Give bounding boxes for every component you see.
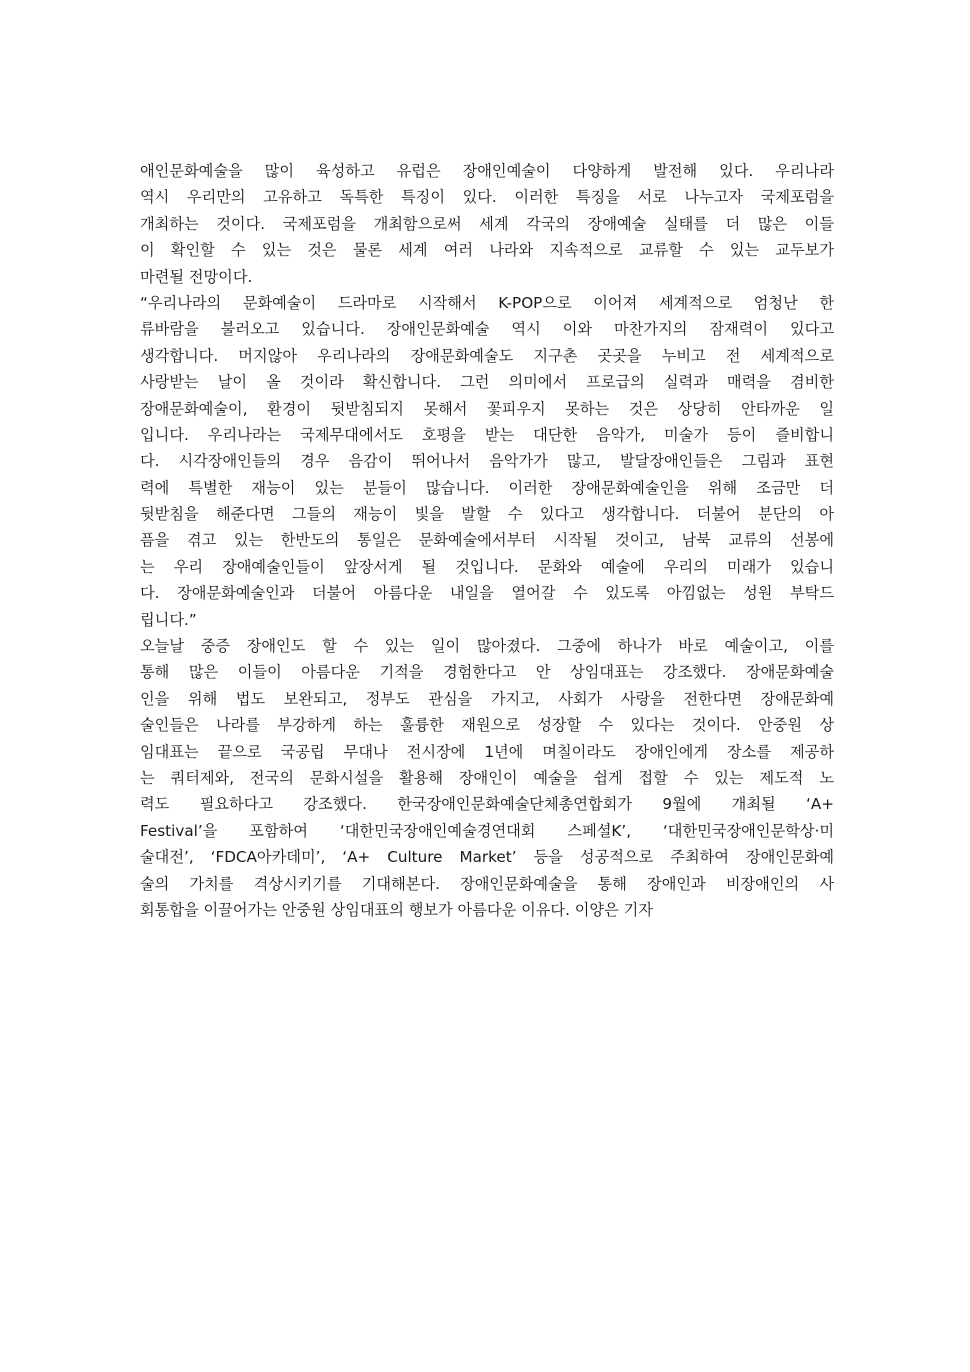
text-line: 장애문화예술이, 환경이 뒷받침되지 못해서 꽃피우지 못하는 것은 상당히 안타까운 일 (140, 399, 834, 418)
text-line: 사랑받는 날이 올 것이라 확신합니다. 그런 의미에서 프로급의 실력과 매력을 겸비한 (140, 373, 834, 392)
text-line: 뒷받침을 해준다면 그들의 재능이 빛을 발할 수 있다고 생각합니다. 더불어 분단의 아 (140, 505, 834, 524)
text-line: 술의 가치를 격상시키기를 기대해본다. 장애인문화예술을 통해 장애인과 비장애인의 사 (140, 874, 834, 893)
paragraph-2-quote (140, 290, 834, 633)
text-line: 술대전’, ‘FDCA아카데미’, ‘A+ Culture Market’ 등을 성공적으로 주최하여 장애인문화예 (140, 848, 834, 867)
text-line: 임대표는 끝으로 국공립 무대나 전시장에 1년에 며칠이라도 장애인에게 장소를 제공하 (140, 742, 834, 761)
text-line: 력도 필요하다고 강조했다. 한국장애인문화예술단체총연합회가 9월에 개최될 ‘A+ (140, 795, 834, 814)
text-line: 다. 장애문화예술인과 더불어 아름다운 내일을 열어갈 수 있도록 아낌없는 성원 부탁드 (140, 584, 834, 603)
text-line: 마련될 전망이다. (140, 267, 253, 286)
text-line: 력에 특별한 재능이 있는 분들이 많습니다. 이러한 장애문화예술인을 위해 조금만 더 (140, 478, 834, 497)
text-line: 픔을 겪고 있는 한반도의 통일은 문화예술에서부터 시작될 것이고, 남북 교류의 선봉에 (140, 531, 834, 550)
text-line: 회통합을 이끌어가는 안중원 상임대표의 행보가 아름다운 이유다. 이양은 기자 (140, 900, 653, 919)
text-line: 인을 위해 법도 보완되고, 정부도 관심을 가지고, 사회가 사랑을 전한다면 장애문화예 (140, 689, 834, 708)
text-line: 역시 우리만의 고유하고 독특한 특징이 있다. 이러한 특징을 서로 나누고자 국제포럼을 (140, 188, 834, 207)
text-line: “우리나라의 문화예술이 드라마로 시작해서 K-POP으로 이어져 세계적으로 엄청난 한 (140, 293, 834, 312)
text-line: 는 쿼터제와, 전국의 문화시설을 활용해 장애인이 예술을 쉽게 접할 수 있는 제도적 노 (140, 768, 834, 787)
text-line: Festival’을 포함하여 ‘대한민국장애인예술경연대회 스페셜K’, ‘대한민국장애인문학상·미 (140, 821, 834, 840)
text-line: 이 확인할 수 있는 것은 물론 세계 여러 나라와 지속적으로 교류할 수 있는 교두보가 (140, 241, 834, 260)
text-line: 는 우리 장애예술인들이 앞장서게 될 것입니다. 문화와 예술에 우리의 미래가 있습니 (140, 557, 834, 576)
text-line: 개최하는 것이다. 국제포럼을 개최함으로써 세계 각국의 장애예술 실태를 더 많은 이들 (140, 214, 834, 233)
text-line: 통해 많은 이들이 아름다운 기적을 경험한다고 안 상임대표는 강조했다. 장애문화예술 (140, 663, 834, 682)
paragraph-1 (140, 158, 834, 290)
paragraph-3 (140, 633, 834, 923)
text-line: 립니다.” (140, 610, 197, 629)
text-line: 생각합니다. 머지않아 우리나라의 장애문화예술도 지구촌 곳곳을 누비고 전 세계적으로 (140, 346, 834, 365)
text-line: 오늘날 중증 장애인도 할 수 있는 일이 많아졌다. 그중에 하나가 바로 예술이고, 이를 (140, 637, 834, 656)
text-line: 술인들은 나라를 부강하게 하는 훌륭한 재원으로 성장할 수 있다는 것이다. 안중원 상 (140, 716, 834, 735)
text-line: 애인문화예술을 많이 육성하고 유럽은 장애인예술이 다양하게 발전해 있다. 우리나라 (140, 162, 834, 180)
text-line: 입니다. 우리나라는 국제무대에서도 호평을 받는 대단한 음악가, 미술가 등이 즐비합니 (140, 425, 834, 444)
text-line: 류바람을 불러오고 있습니다. 장애인문화예술 역시 이와 마찬가지의 잠재력이 있다고 (140, 320, 834, 339)
text-line: 다. 시각장애인들의 경우 음감이 뛰어나서 음악가가 많고, 발달장애인들은 그림과 표현 (140, 452, 834, 471)
article-body (140, 158, 834, 923)
